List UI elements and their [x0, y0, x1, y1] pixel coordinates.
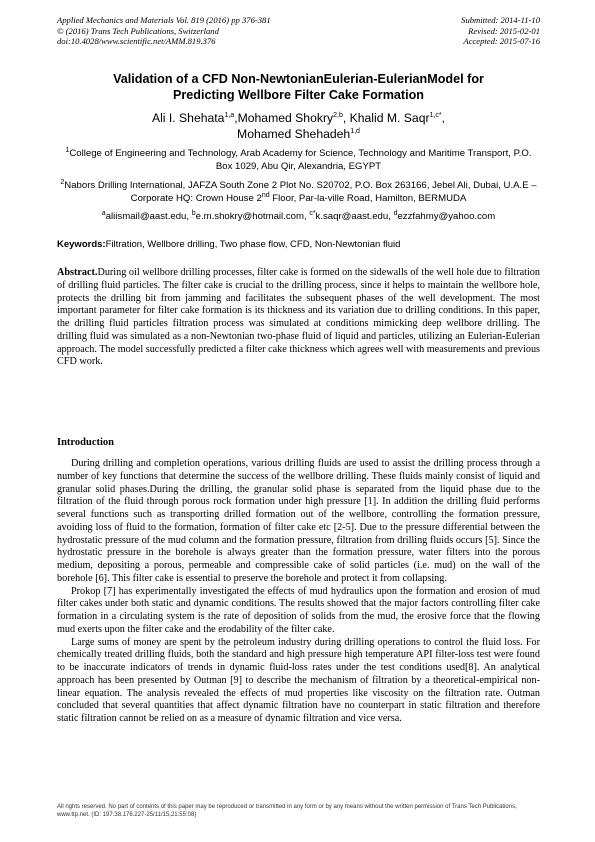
author-affil-mark: 1,d [350, 127, 360, 135]
paragraph: During drilling and completion operations, various drilling fluids are used to assist the drilling process through a number of key functions that determine the success of the wellbore drilling. These fluids mainly consist of liquid and granular solid phases.During the drilling, the granular solid phase is separated from the liquid phase due to the filtration of the fluid through porous rock formation under high pressure [1]. In addition the drilling fluid performs several functions such as transporting drilled formation out of the wellbore, controlling the formation pressure, avoiding loss of fluid to the formation, formation of filter cake etc [2-5]. Due to the pressure differential between the hydrostatic pressure of the mud column and the formation pressure, filtration from drilling fluids occurs [5]. Since the hydrostatic pressure in the borehole is always greater than the formation pressure, water filters into the porous medium, depositing a porous, permeable and compressible cake of solid particles (i.e. mud) on the wall of the borehole [6]. This filter cake is essential to preserve the borehole and protect it from collapsing. [57, 458, 540, 584]
email-address[interactable]: e.m.shokry@hotmail.com, [195, 211, 310, 222]
introduction-body [57, 458, 540, 726]
author-emails [57, 211, 540, 224]
accepted-date: Accepted: 2015-07-16 [463, 36, 540, 46]
doi-line: doi:10.4028/www.scientific.net/AMM.819.376 [57, 36, 216, 46]
email-address[interactable]: ezzfahmy@yahoo.com [397, 211, 496, 222]
abstract-label: Abstract. [57, 267, 98, 278]
author-affil-mark: 1,c* [429, 111, 442, 119]
email-mark: d [393, 209, 398, 217]
affiliation-1 [57, 148, 540, 173]
keywords [57, 239, 540, 251]
paragraph: Large sums of money are spent by the petroleum industry during drilling operations to control the fluid loss. For chemically treated drilling fluids, both the standard and high pressure high temperature API filter-loss test were found to be inaccurate indicators of trends in dynamic fluid-loss rates under the test conditions used[8]. An analytical approach has been presented by Outman [9] to describe the mechanism of filtration by a theoretical-empirical non-linear equation. The analysis revealed the effects of mud properties like viscosity on the filtration rate. Outman concluded that several quantities that affect dynamic filtration have no counterpart in static filtration and therefore static filtration cannot be relied on as a measure of dynamic filtration and vice versa. [57, 636, 540, 724]
abstract [57, 267, 540, 369]
keywords-text: Filtration, Wellbore drilling, Two phase flow, CFD, Non-Newtonian fluid [105, 239, 401, 250]
ordinal-suffix: nd [261, 191, 270, 199]
affil-mark: 1 [65, 146, 70, 154]
revised-date: Revised: 2015-02-01 [468, 25, 540, 36]
email-mark: a [101, 209, 106, 217]
email-address[interactable]: k.saqr@aast.edu, [315, 211, 394, 222]
journal-info [57, 15, 271, 47]
email-mark: b [191, 209, 196, 217]
title-line: Predicting Wellbore Filter Cake Formation [173, 88, 424, 102]
affiliation-2 [57, 180, 540, 205]
paragraph: Prokop [7] has experimentally investigated the effects of mud hydraulics upon the formation and erosion of mud filter cakes under both static and dynamic conditions. The results showed that the major factors controlling filter cake formation in a circulating system is the rate of deposition of solids from the mud, the erosive force that the flowing mud exerts upon the filter cake and the erodability of the filter cake. [57, 585, 540, 635]
abstract-text: During oil wellbore drilling processes, filter cake is formed on the sidewalls of the well hole due to filtration of drilling fluid particles. The filter cake is crucial to the drilling process, since it helps to maintain the wellbore hole, protects the drilling bit from jamming and facilitates the subsequent phases of the well development. The most important parameter for filter cake formation is its thickness and its variation due to drilling conditions. In this paper, the drilling fluid particles filtration process was simulated at conditions mimicking deep wellbore drilling. The drilling fluid was simulated as a non-Newtonian two-phase fluid of liquid and particles, utilizing an Eulerian-Eulerian approach. The model successfully predicted a filter cake thickness which agrees well with measurements and previous CFD work. [57, 267, 540, 368]
affil-text: College of Engineering and Technology, Arab Academy for Science, Technology and Maritime Transport, P.O. Box 1029, Abu Qir, Alexandria, EGYPT [69, 148, 532, 172]
copyright-line: © (2016) Trans Tech Publications, Switzerland [57, 25, 219, 36]
author-name: Mohamed Shehadeh [237, 127, 351, 141]
journal-citation: Applied Mechanics and Materials Vol. 819 (2016) pp 376-381 [57, 15, 271, 25]
affil-text: Floor, Par-la-ville Road, Hamilton, BERMUDA [269, 192, 467, 204]
affil-text: Nabors Drilling International, JAFZA South Zone 2 Plot No. S20702, P.O. Box 263166, Jebel Ali, Dubai, U.A.E – Corporate HQ: Crown House 2 [64, 180, 537, 204]
keywords-label: Keywords: [57, 239, 106, 250]
section-heading: Introduction [57, 437, 114, 448]
author-affil-mark: 1,a [224, 111, 235, 119]
affil-mark: 2 [60, 178, 65, 186]
title-line: Validation of a CFD Non-NewtonianEulerian-EulerianModel for [113, 72, 484, 86]
author-list [57, 110, 540, 142]
author-separator: , [441, 111, 446, 125]
email-address[interactable]: aliismail@aast.edu, [105, 211, 192, 222]
submission-dates [461, 15, 540, 47]
rights-footer: All rights reserved. No part of contents of this paper may be reproduced or transmitted in any form or by any means without the written permission of Trans Tech Publications, www.ttp.net. (ID: 197.38.176.227-25/11/15,21:55:08) [57, 804, 517, 818]
paper-title [57, 71, 540, 103]
author-name: ,Mohamed Shokry [234, 111, 334, 125]
email-mark: c* [309, 209, 316, 217]
author-name: , Khalid M. Saqr [342, 111, 430, 125]
submitted-date: Submitted: 2014-11-10 [461, 15, 540, 25]
author-affil-mark: 2,b [333, 111, 343, 119]
author-name: Ali I. Shehata [151, 111, 225, 125]
